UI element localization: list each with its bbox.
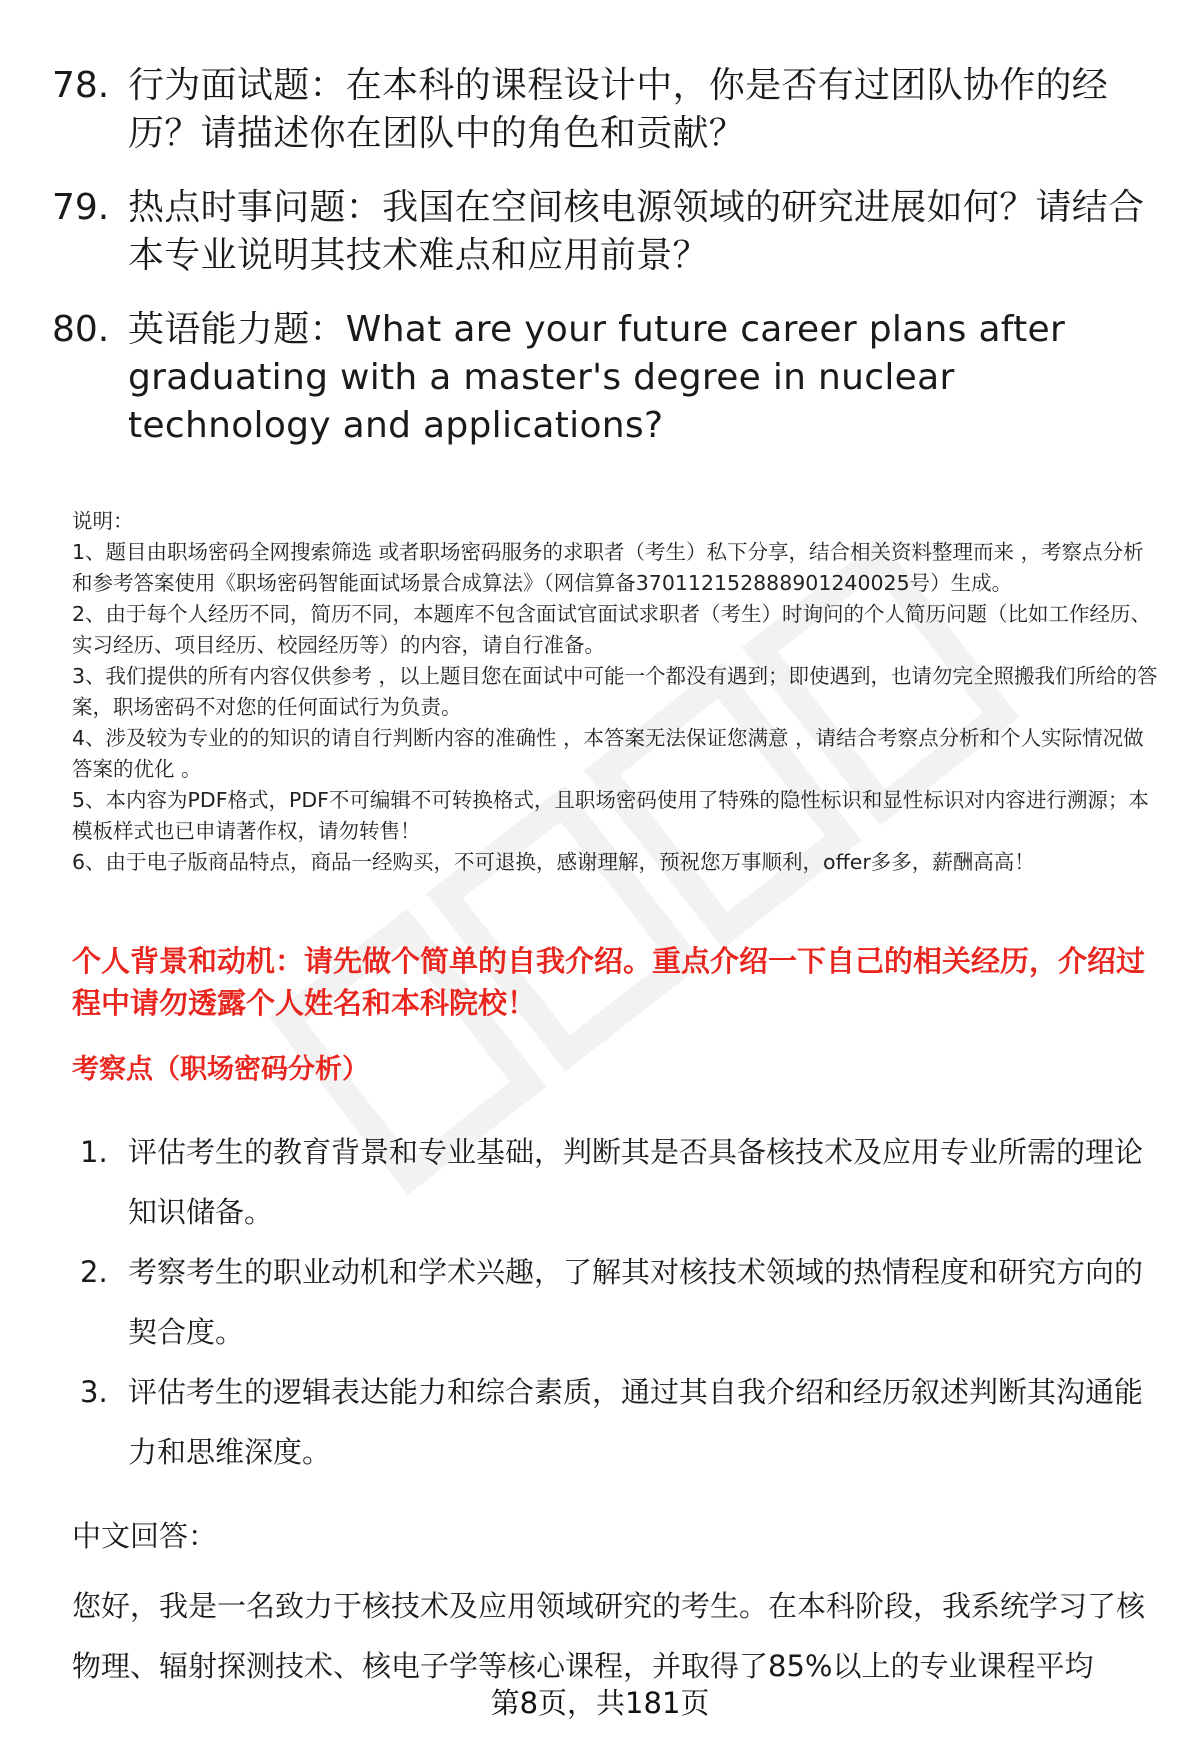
point-number: 3. <box>80 1375 108 1409</box>
note-item: 4、涉及较为专业的的知识的请自行判断内容的准确性 ，本答案无法保证您满意 ，请结合考察点分析和个人实际情况做答案的优化 。 <box>72 726 1144 781</box>
point-text: 考察考生的职业动机和学术兴趣，了解其对核技术领域的热情程度和研究方向的契合度。 <box>128 1255 1144 1349</box>
note-item: 5、本内容为PDF格式，PDF不可编辑不可转换格式，且职场密码使用了特殊的隐性标识和显性标识对内容进行溯源；本模板样式也已申请著作权，请勿转售！ <box>72 788 1149 843</box>
note-item: 6、由于电子版商品特点，商品一经购买，不可退换，感谢理解，预祝您万事顺利，offer多多，薪酬高高！ <box>72 850 1035 874</box>
assessment-point <box>80 1362 1165 1482</box>
question-item <box>52 306 1162 450</box>
question-item <box>52 62 1162 158</box>
question-number: 78. <box>52 65 110 106</box>
answer-label: 中文回答： <box>72 1519 218 1553</box>
note-item: 1、题目由职场密码全网搜索筛选 或者职场密码服务的求职者（考生）私下分享，结合相关资料整理而来 ，考察点分析和参考答案使用《职场密码智能面试场景合成算法》（网信算备370112152888901240025号）生成。 <box>72 540 1144 595</box>
section-heading: 考察点（职场密码分析） <box>72 1054 369 1085</box>
assessment-point <box>80 1242 1165 1362</box>
note-item: 3、我们提供的所有内容仅供参考 ，以上题目您在面试中可能一个都没有遇到；即使遇到，也请勿完全照搬我们所给的答案，职场密码不对您的任何面试行为负责。 <box>72 664 1158 719</box>
assessment-points <box>80 1122 1165 1482</box>
question-list <box>52 62 1162 476</box>
note-item: 2、由于每个人经历不同，简历不同，本题库不包含面试官面试求职者（考生）时询问的个人简历问题（比如工作经历、实习经历、项目经历、校园经历等）的内容，请自行准备。 <box>72 602 1152 657</box>
question-text: 英语能力题：What are your future career plans after graduating with a master's degree in nuclear technology and applications? <box>128 309 1066 446</box>
question-number: 80. <box>52 309 110 350</box>
question-number: 79. <box>52 187 110 228</box>
question-text: 热点时事问题：我国在空间核电源领域的研究进展如何？请结合本专业说明其技术难点和应用前景？ <box>128 187 1145 276</box>
question-item <box>52 184 1162 280</box>
highlight-question: 个人背景和动机：请先做个简单的自我介绍。重点介绍一下自己的相关经历，介绍过程中请勿透露个人姓名和本科院校！ <box>72 944 1146 1020</box>
point-text: 评估考生的教育背景和专业基础，判断其是否具备核技术及应用专业所需的理论知识储备。 <box>128 1135 1144 1229</box>
question-text: 行为面试题：在本科的课程设计中，你是否有过团队协作的经历？请描述你在团队中的角色和贡献？ <box>128 65 1109 154</box>
notes-section <box>72 506 1162 878</box>
page-footer: 第8页，共181页 <box>490 1686 710 1720</box>
answer-body: 您好，我是一名致力于核技术及应用领域研究的考生。在本科阶段，我系统学习了核物理、辐射探测技术、核电子学等核心课程，并取得了85%以上的专业课程平均 <box>72 1589 1146 1683</box>
point-number: 1. <box>80 1135 108 1169</box>
notes-title: 说明： <box>72 509 134 533</box>
point-text: 评估考生的逻辑表达能力和综合素质，通过其自我介绍和经历叙述判断其沟通能力和思维深度。 <box>128 1375 1144 1469</box>
assessment-point <box>80 1122 1165 1242</box>
point-number: 2. <box>80 1255 108 1289</box>
